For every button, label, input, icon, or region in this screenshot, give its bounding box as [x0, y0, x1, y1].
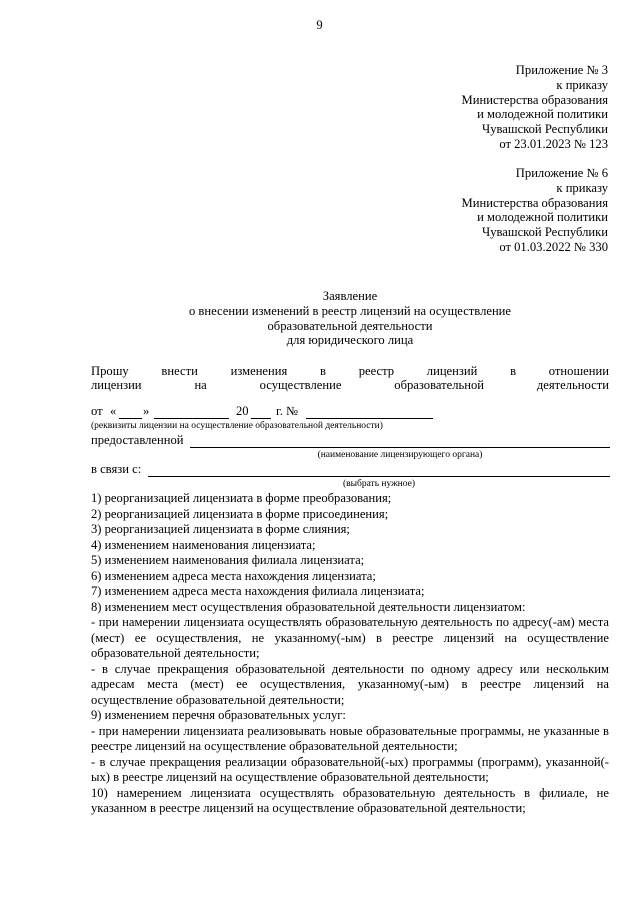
word: отношении — [548, 364, 609, 378]
appendix-6-line: от 01.03.2022 № 330 — [499, 239, 608, 254]
reason-field[interactable] — [148, 476, 610, 477]
list-item: 7) изменением адреса места нахождения филиала лицензиата; — [91, 584, 425, 598]
request-line-1 — [91, 364, 609, 379]
title-line: для юридического лица — [286, 333, 414, 348]
word: на — [194, 378, 207, 392]
year-field[interactable] — [251, 418, 271, 419]
document-title — [0, 289, 639, 348]
list-subitem: - при намерении лицензиата осуществлять образовательную деятельность по адресу(-ам) места (мест) ее осуществления, не указанному(-ым) в реестре лицензий на осуществление образовательной деятельности; — [91, 615, 609, 660]
number-field[interactable] — [306, 418, 433, 419]
year-prefix: 20 — [236, 404, 249, 418]
word: внести — [161, 364, 198, 378]
word: деятельности — [536, 378, 609, 392]
caption-choose: (выбрать нужное) — [342, 479, 416, 489]
title-line: образовательной деятельности — [267, 318, 433, 333]
request-line-2 — [91, 378, 609, 393]
appendix-3-line: Приложение № 3 — [515, 63, 608, 77]
list-item: 3) реорганизацией лицензиата в форме слияния; — [91, 522, 350, 536]
reason-label: в связи с: — [91, 462, 142, 476]
licensing-authority-field[interactable] — [190, 447, 610, 448]
month-field[interactable] — [154, 418, 229, 419]
appendix-6-block — [462, 166, 608, 255]
caption-authority: (наименование лицензирующего органа) — [317, 450, 483, 460]
day-field[interactable] — [119, 418, 142, 419]
word: реестр — [358, 364, 395, 378]
list-subitem: - в случае прекращения образовательной деятельности по одному адресу или нескольким адресам места (мест) ее осуществления, указанному(-ым) в реестре лицензий на осуществление образовательной деятельности; — [91, 661, 609, 707]
list-item: 10) намерением лицензиата осуществлять образовательную деятельность в филиале, не указанном в реестре лицензий на осуществление образовательной деятельности; — [91, 785, 609, 815]
appendix-6-line: Приложение № 6 — [515, 166, 608, 180]
word: в — [320, 364, 326, 378]
appendix-3-block — [462, 63, 608, 152]
list-item: 2) реорганизацией лицензиата в форме присоединения; — [91, 506, 389, 521]
word: образовательной — [394, 378, 485, 392]
provided-label: предоставленной — [91, 433, 184, 447]
word: в — [510, 364, 517, 378]
list-item: 8) изменением мест осуществления образовательной деятельности лицензиатом: — [91, 599, 526, 614]
appendix-3-line: Чувашской Республики — [482, 122, 608, 137]
appendix-6-line: и молодежной политики — [477, 210, 608, 225]
appendix-3-line: и молодежной политики — [477, 107, 608, 122]
quote-open: « — [110, 404, 117, 418]
number-label: г. № — [276, 404, 299, 418]
appendix-6-line: Чувашской Республики — [482, 225, 608, 240]
list-item: 4) изменением наименования лицензиата; — [91, 537, 316, 552]
title-line: Заявление — [322, 289, 378, 303]
appendix-3-line: Министерства образования — [461, 92, 608, 107]
list-item: 6) изменением адреса места нахождения лицензиата; — [91, 568, 376, 583]
page-number: 9 — [316, 18, 323, 32]
list-item: 1) реорганизацией лицензиата в форме преобразования; — [91, 491, 392, 505]
quote-close: » — [143, 404, 150, 418]
title-line: о внесении изменений в реестр лицензий на осуществление — [188, 303, 512, 318]
caption-license: (реквизиты лицензии на осуществление образовательной деятельности) — [91, 421, 383, 431]
appendix-6-line: к приказу — [556, 180, 608, 195]
appendix-6-line: Министерства образования — [461, 195, 608, 210]
list-subitem: - в случае прекращения реализации образовательной(-ых) программы (программ), указанной(-ых) в реестре лицензий на осуществление образовательной деятельности; — [91, 754, 609, 784]
appendix-3-line: от 23.01.2023 № 123 — [499, 136, 608, 151]
list-item: 5) изменением наименования филиала лицензиата; — [91, 553, 365, 567]
reason-list — [91, 491, 609, 817]
word: лицензии — [91, 378, 142, 392]
appendix-3-line: к приказу — [556, 77, 608, 92]
word: изменения — [230, 364, 288, 378]
word: Прошу — [91, 364, 129, 378]
date-from-label: от — [91, 404, 103, 418]
word: лицензий — [426, 364, 478, 378]
list-item: 9) изменением перечня образовательных услуг: — [91, 708, 346, 722]
list-subitem: - при намерении лицензиата реализовывать новые образовательные программы, не указанные в реестре лицензий на осуществление образовательной деятельности; — [91, 723, 609, 753]
word: осуществление — [259, 378, 342, 392]
